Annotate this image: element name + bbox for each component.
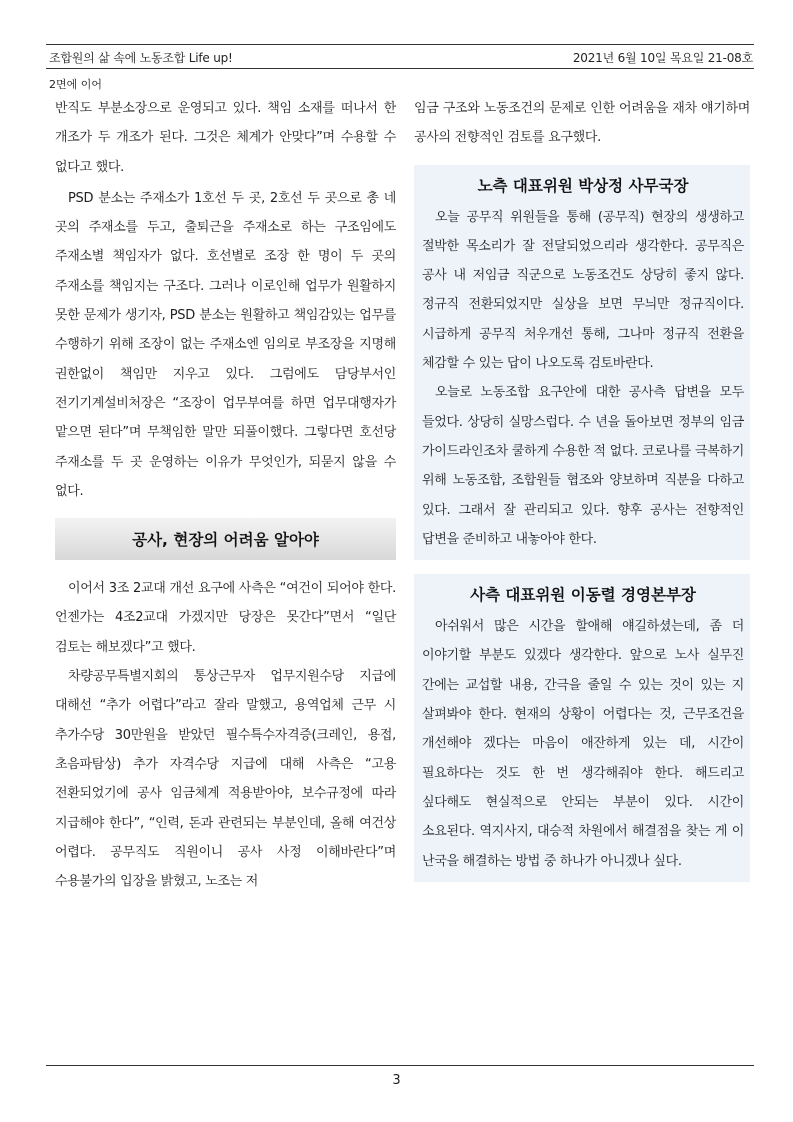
paragraph: 차량공무특별지회의 통상근무자 업무지원수당 지급에 대해선 “추가 어렵다”라고 잘라 말했고, 용역업체 근무 시 추가수당 30만원을 받았던 필수특수자격증(크레인, 용접, 초음파탐상) 추가 자격수당 지급에 대해 사측은 “고용 전환되었기에 공사 임금체계 적용받아야, 보수규정에 따라 지급해야 한다”, “인력, 돈과 관련되는 부분인데, 올해 여건상 어렵다. 공무직도 직원이니 공사 사정 이해바란다”며 수용불가의 입장을 밝혔고, 노조는 저	[55, 669, 396, 890]
footer-rule	[46, 1065, 754, 1066]
paragraph: 아쉬워서 많은 시간을 할애해 얘길하셨는데, 좀 더 이야기할 부분도 있겠다 생각한다. 앞으로 노사 실무진 간에는 교섭할 내용, 간극을 줄일 수 있는 것이 있는 지 살펴봐야 한다. 현재의 상황이 어렵다는 것, 근무조건을 개선해야 겠다는 마음이 애잔하게 있는 데, 시간이 필요하다는 것도 한 번 생각해줘야 한다. 해드리고 싶다해도 현실적으로 안되는 부분이 있다. 시간이 소요된다. 역지사지, 대승적 차원에서 해결점을 찾는 게 이 난국을 해결하는 방법 중 하나가 아니겠나 싶다.	[422, 619, 744, 869]
page-number: 3	[392, 1073, 401, 1088]
box-title: 사측 대표위원 이동렬 경영본부장	[470, 586, 696, 605]
paragraph: 반직도 부분소장으로 운영되고 있다. 책임 소재를 떠나서 한 개조가 두 개조가 된다. 그것은 체계가 안맞다”며 수용할 수 없다고 했다.	[55, 101, 396, 175]
paragraph: 임금 구조와 노동조건의 문제로 인한 어려움을 재차 얘기하며 공사의 전향적인 검토를 요구했다.	[414, 101, 750, 146]
paragraph: 오늘로 노동조합 요구안에 대한 공사측 답변을 모두 들었다. 상당히 실망스럽다. 수 년을 돌아보면 정부의 임금 가이드라인조차 쿨하게 수용한 적 없다. 코로나를 극복하기 위해 노동조합, 조합원들 협조와 양보하며 직분을 다하고 있다. 그래서 잘 관리되고 있다. 향후 공사는 전향적인 답변을 준비하고 내놓아야 한다.	[422, 385, 744, 547]
header-top-rule	[46, 44, 754, 45]
continued-note: 2면에 이어	[49, 78, 102, 91]
box-title: 노측 대표위원 박상정 사무국장	[477, 176, 689, 195]
issue-date: 2021년 6월 10일 목요일 21-08호	[572, 51, 753, 65]
management-representative-box	[414, 574, 750, 882]
section-heading: 공사, 현장의 어려움 알아야	[55, 518, 396, 560]
right-column	[414, 94, 750, 882]
paragraph: 이어서 3조 2교대 개선 요구에 사측은 “여건이 되어야 한다. 언젠가는 4조2교대 가겠지만 당장은 못간다”면서 “일단 검토는 해보겠다”고 했다.	[55, 581, 396, 655]
left-column	[55, 94, 396, 896]
paragraph: PSD 분소는 주재소가 1호선 두 곳, 2호선 두 곳으로 총 네 곳의 주재소를 두고, 출퇴근을 주재소로 하는 구조임에도 주재소별 책임자가 없다. 호선별로 조장 한 명이 두 곳의 주재소를 책임지는 구조다. 그러나 이로인해 업무가 원활하지 못한 문제가 생기자, PSD 분소는 원활하고 책임감있는 업무를 수행하기 위해 조장이 없는 주재소엔 임의로 부조장을 지명해 권한없이 책임만 지우고 있다. 그럼에도 담당부서인 전기기계설비처장은 “조장이 업무부여를 하면 업무대행자가 맡으면 된다”며 무책임한 말만 되풀이했다. 그렇다면 호선당 주재소를 두 곳 운영하는 이유가 무엇인가, 되묻지 않을 수 없다.	[55, 190, 396, 499]
newsletter-slogan: 조합원의 삶 속에 노동조합 Life up!	[49, 51, 233, 65]
paragraph: 오늘 공무직 위원들을 통해 (공무직) 현장의 생생하고 절박한 목소리가 잘 전달되었으리라 생각한다. 공무직은 공사 내 저임금 직군으로 노동조건도 상당히 좋지 않다. 정규직 전환되었지만 실상을 보면 무늬만 정규직이다. 시급하게 공무직 처우개선 통해, 그나마 정규직 전환을 체감할 수 있는 답이 나오도록 검토바란다.	[422, 209, 744, 372]
header-bottom-rule	[46, 68, 754, 69]
union-representative-box	[414, 165, 750, 561]
